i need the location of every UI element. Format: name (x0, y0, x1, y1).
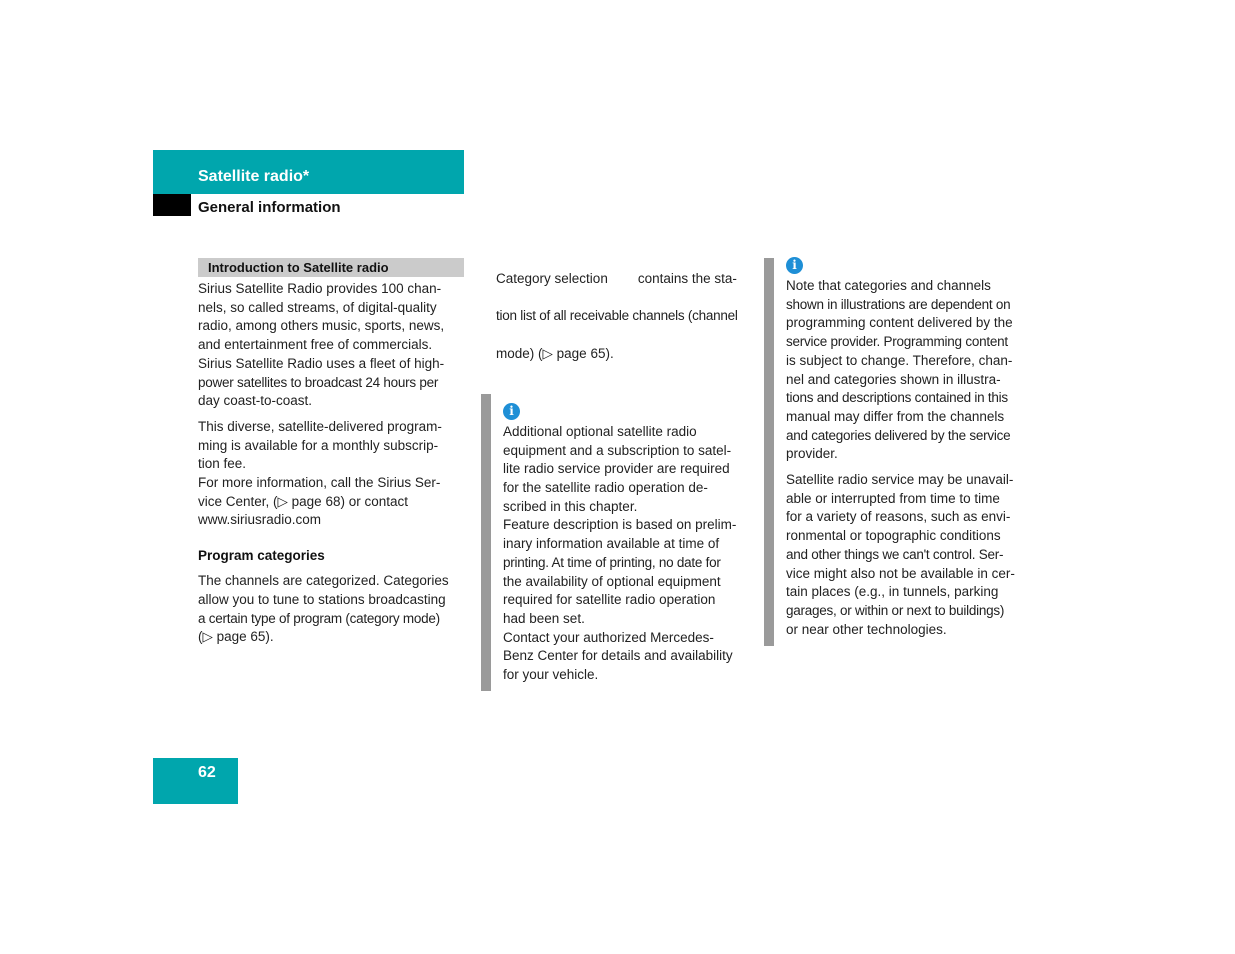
text-line: a certain type of program (category mode) (198, 610, 440, 626)
chapter-header (153, 150, 464, 194)
program-categories-heading: Program categories (198, 548, 325, 564)
text-line: Sirius Satellite Radio uses a fleet of high- (198, 355, 445, 371)
text-line: Satellite radio service may be unavail- (786, 472, 1014, 488)
page-number-box (153, 758, 238, 804)
subscription-paragraph (198, 418, 464, 530)
intro-paragraph (198, 280, 464, 411)
text-line: and entertainment free of commercials. (198, 337, 433, 353)
text-line: for the satellite radio operation de- (503, 480, 708, 496)
page-number: 62 (198, 764, 216, 781)
text-line: for your vehicle. (503, 667, 599, 683)
left-column (198, 258, 464, 647)
text-line: provider. (786, 446, 838, 462)
text-line: ronmental or topographic conditions (786, 528, 1001, 544)
text-line: tions and descriptions contained in this (786, 390, 1008, 406)
note-bar (481, 394, 491, 691)
text-line: Sirius Satellite Radio provides 100 chan- (198, 281, 442, 296)
section-marker (153, 194, 191, 216)
text-line: equipment and a subscription to satel- (503, 442, 732, 458)
middle-column (481, 251, 751, 691)
text-line: Category selection contains the sta- (496, 270, 737, 286)
text-line: Note that categories and channels (786, 278, 991, 293)
info-icon: i (786, 257, 803, 274)
text-line: ming is available for a monthly subscrip- (198, 437, 439, 453)
note-text (503, 423, 751, 685)
text-line: able or interrupted from time to time (786, 490, 1000, 506)
text-line: Benz Center for details and availability (503, 648, 733, 664)
text-line: and other things we can't control. Ser- (786, 546, 1004, 562)
text-line: nel and categories shown in illustra- (786, 371, 1001, 387)
section-title: General information (198, 199, 341, 216)
text-line: tion list of all receivable channels (channel (496, 308, 738, 324)
text-line: inary information available at time of (503, 536, 720, 552)
text-line: (▷ page 65). (198, 629, 274, 645)
text-line: vice might also not be available in cer- (786, 565, 1015, 581)
text-line: garages, or within or next to buildings) (786, 602, 1005, 618)
text-line: shown in illustrations are dependent on (786, 296, 1011, 312)
text-line: scribed in this chapter. (503, 498, 638, 514)
text-line: and categories delivered by the service (786, 427, 1011, 443)
text-line: allow you to tune to stations broadcasting (198, 591, 446, 607)
text-line: the availability of optional equipment (503, 573, 721, 589)
text-line: Contact your authorized Mercedes- (503, 629, 714, 645)
text-line: is subject to change. Therefore, chan- (786, 352, 1013, 368)
category-selection-paragraph (481, 251, 751, 382)
text-line: Feature description is based on prelim- (503, 517, 737, 533)
text-line: day coast-to-coast. (198, 393, 313, 409)
text-line: required for satellite radio operation (503, 592, 716, 608)
text-line: or near other technologies. (786, 621, 947, 637)
text-line: had been set. (503, 610, 585, 626)
note-bar (764, 258, 774, 646)
text-line: vice Center, (▷ page 68) or contact (198, 493, 408, 509)
text-line: printing. At time of printing, no date for (503, 554, 721, 570)
text-line: mode) (▷ page 65). (496, 345, 614, 361)
text-line: for a variety of reasons, such as envi- (786, 509, 1011, 525)
text-line: Additional optional satellite radio (503, 423, 697, 439)
text-line: This diverse, satellite-delivered program- (198, 418, 442, 434)
service-availability-paragraph (786, 471, 1034, 639)
text-line: tain places (e.g., in tunnels, parking (786, 584, 999, 600)
intro-heading: Introduction to Satellite radio (198, 258, 464, 277)
text-line: tion fee. (198, 456, 247, 472)
text-line: radio, among others music, sports, news, (198, 318, 445, 334)
categories-paragraph (198, 572, 464, 647)
website-link: www.siriusradio.com (198, 512, 322, 528)
equipment-note (481, 394, 751, 691)
text-line: nels, so called streams, of digital-quality (198, 299, 437, 315)
text-line: The channels are categorized. Categories (198, 573, 449, 589)
chapter-title: Satellite radio* (198, 168, 310, 185)
info-icon: i (503, 403, 520, 420)
text-line: service provider. Programming content (786, 334, 1008, 350)
right-column (786, 256, 1034, 639)
text-line: power satellites to broadcast 24 hours per (198, 374, 439, 390)
text-line: manual may differ from the channels (786, 408, 1005, 424)
text-line: programming content delivered by the (786, 315, 1013, 331)
text-line: For more information, call the Sirius Ser- (198, 475, 441, 491)
text-line: lite radio service provider are required (503, 461, 730, 477)
content-disclaimer-paragraph (786, 277, 1034, 464)
